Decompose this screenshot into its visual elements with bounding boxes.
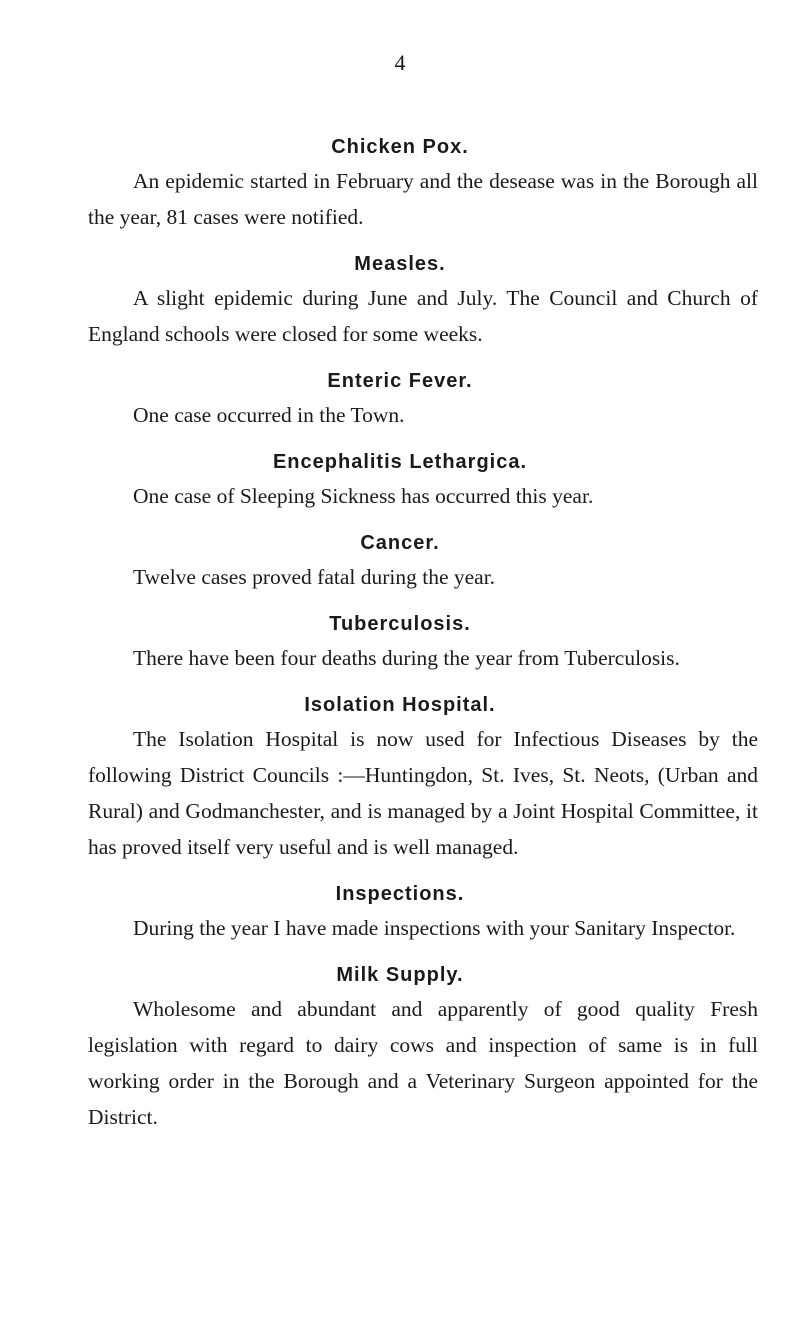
section-text-inspections: During the year I have made inspections with your Sanitary Inspector. — [133, 916, 736, 940]
section-text-cancer: Twelve cases proved fatal during the year. — [133, 565, 496, 589]
section-heading-inspections: Inspections. — [335, 883, 465, 905]
section-text-tuberculosis: There have been four deaths during the year from Tuberculosis. — [133, 646, 680, 670]
section-text-milk-supply: Wholesome and abundant and apparently of good quality Fresh legislation with regard to dairy cows and inspection of same is in full working order in the Borough and a Veterinary Surgeon appointed for the District. — [88, 997, 758, 1129]
section-text-chicken-pox: An epidemic started in February and the desease was in the Borough all the year, 81 cases were notified. — [88, 169, 758, 229]
page-number: 4 — [394, 50, 406, 75]
section-heading-milk-supply: Milk Supply. — [336, 964, 464, 986]
section-heading-tuberculosis: Tuberculosis. — [329, 613, 471, 635]
section-heading-isolation-hospital: Isolation Hospital. — [304, 694, 496, 716]
section-heading-enteric-fever: Enteric Fever. — [327, 370, 473, 392]
section-heading-cancer: Cancer. — [360, 532, 440, 554]
section-heading-chicken-pox: Chicken Pox. — [331, 136, 469, 158]
section-heading-measles: Measles. — [354, 253, 446, 275]
section-text-isolation-hospital: The Isolation Hospital is now used for Infectious Diseases by the following District Councils :—Huntingdon, St. Ives, St. Neots, (Urban and Rural) and Godmanchester, and is managed by a Joint Hospital Committee, it has proved itself very useful and is well managed. — [88, 727, 758, 859]
section-text-measles: A slight epidemic during June and July. The Council and Church of England schools were closed for some weeks. — [88, 286, 758, 346]
section-text-encephalitis-lethargica: One case of Sleeping Sickness has occurred this year. — [133, 484, 594, 508]
section-text-enteric-fever: One case occurred in the Town. — [133, 403, 405, 427]
section-heading-encephalitis-lethargica: Encephalitis Lethargica. — [272, 451, 528, 473]
